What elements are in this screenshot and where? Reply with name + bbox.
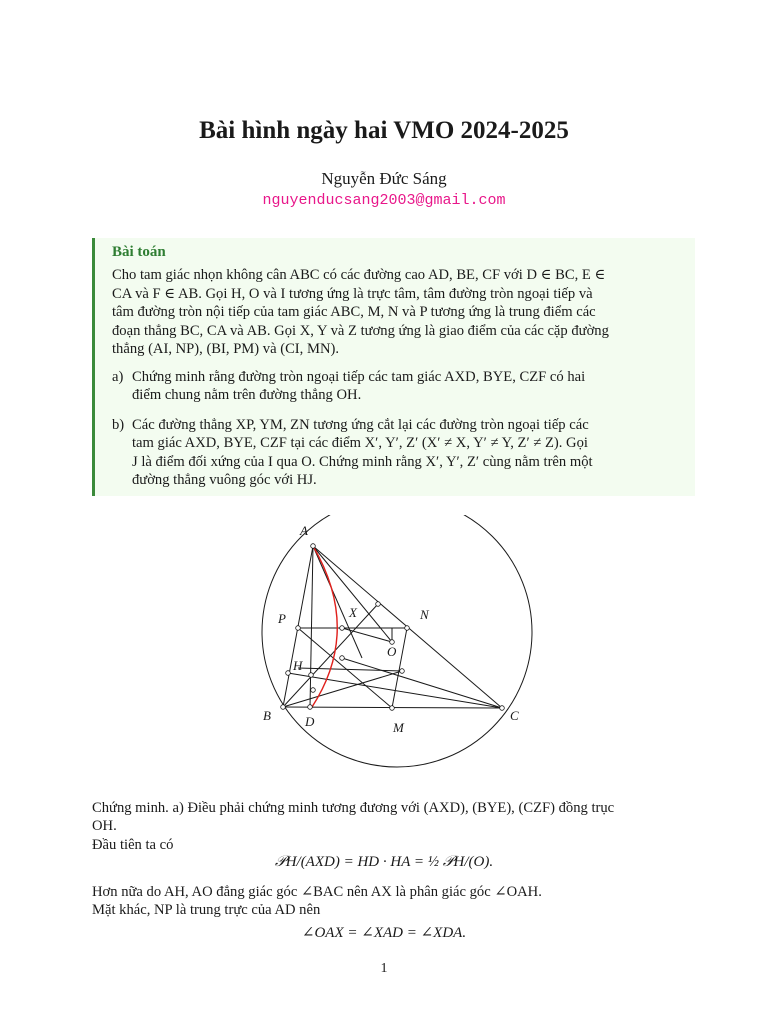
label-M: M bbox=[393, 720, 404, 735]
label-H: H bbox=[293, 658, 303, 673]
point-C bbox=[500, 706, 505, 711]
statement-line: Cho tam giác nhọn không cân ABC có các đường cao AD, BE, CF với D ∈ BC, E ∈ bbox=[112, 267, 606, 283]
point-F bbox=[286, 671, 291, 676]
label-X: X bbox=[349, 605, 357, 620]
label-C: C bbox=[510, 708, 519, 723]
part-b-line: Các đường thẳng XP, YM, ZN tương ứng cắt lại các đường tròn ngoại tiếp các bbox=[132, 417, 589, 433]
proof-line: Chứng minh. a) Điều phải chứng minh tương đương với (AXD), (BYE), (CZF) đồng trục bbox=[92, 800, 615, 816]
proof-line: Mặt khác, NP là trung trực của AD nên bbox=[92, 902, 321, 918]
bisector-AI bbox=[313, 546, 362, 658]
label-B: B bbox=[263, 708, 271, 723]
point-X bbox=[340, 626, 345, 631]
point-Z bbox=[400, 669, 405, 674]
part-a-line: Chứng minh rằng đường tròn ngoại tiếp các tam giác AXD, BYE, CZF có hai bbox=[132, 369, 586, 385]
part-b-line: J là điểm đối xứng của I qua O. Chứng minh rằng X′, Y′, Z′ cùng nằm trên một bbox=[132, 454, 593, 470]
altitude-AD bbox=[310, 546, 313, 707]
proof-line: OH. bbox=[92, 818, 117, 834]
part-b-line: đường thẳng vuông góc với HJ. bbox=[132, 472, 317, 488]
page-title: Bài hình ngày hai VMO 2024-2025 bbox=[199, 117, 569, 144]
part-a-line: điểm chung nằm trên đường thẳng OH. bbox=[132, 387, 362, 403]
point-A bbox=[311, 544, 316, 549]
point-M bbox=[390, 706, 395, 711]
page-number: 1 bbox=[380, 961, 388, 976]
point-H bbox=[309, 673, 314, 678]
part-a-label: a) bbox=[112, 369, 124, 385]
part-b-label: b) bbox=[112, 417, 125, 433]
point-P bbox=[296, 626, 301, 631]
point-E bbox=[376, 602, 381, 607]
equation-angles: ∠OAX = ∠XAD = ∠XDA. bbox=[301, 925, 467, 941]
figure-points bbox=[281, 544, 505, 711]
proof-line: Hơn nữa do AH, AO đẳng giác góc ∠BAC nên AX là phân giác góc ∠OAH. bbox=[92, 884, 542, 900]
statement-line: đoạn thẳng BC, CA và AB. Gọi X, Y và Z tương ứng là giao điểm của các cặp đường bbox=[112, 323, 609, 339]
label-N: N bbox=[420, 607, 429, 622]
midline-MN bbox=[392, 628, 407, 708]
point-extra bbox=[311, 688, 316, 693]
equation-power: 𝒫H/(AXD) = HD · HA = ½ 𝒫H/(O). bbox=[274, 854, 494, 870]
geometry-figure bbox=[228, 515, 548, 785]
proof-line: Đầu tiên ta có bbox=[92, 837, 174, 853]
part-b-line: tam giác AXD, BYE, CZF tại các điểm X′, Y′, Z′ (X′ ≠ X, Y′ ≠ Y, Z′ ≠ Z). Gọi bbox=[132, 435, 588, 451]
statement-line: tâm đường tròn nội tiếp của tam giác ABC, M, N và P tương ứng là trung điểm các bbox=[112, 304, 596, 320]
label-O: O bbox=[387, 644, 397, 659]
bisector-CI bbox=[342, 658, 502, 708]
label-D: D bbox=[305, 714, 315, 729]
segment-HY bbox=[298, 668, 402, 671]
point-Y bbox=[340, 656, 345, 661]
author-name: Nguyễn Đức Sáng bbox=[321, 169, 447, 188]
point-N bbox=[405, 626, 410, 631]
problem-heading: Bài toán bbox=[112, 244, 166, 260]
author-email[interactable]: nguyenducsang2003@gmail.com bbox=[262, 192, 506, 209]
point-B bbox=[281, 705, 286, 710]
statement-line: CA và F ∈ AB. Gọi H, O và I tương ứng là trực tâm, tâm đường tròn ngoại tiếp và bbox=[112, 286, 593, 302]
label-A: A bbox=[300, 523, 308, 538]
label-P: P bbox=[278, 611, 286, 626]
statement-line: thẳng (AI, NP), (BI, PM) và (CI, MN). bbox=[112, 341, 339, 357]
point-D bbox=[308, 705, 313, 710]
